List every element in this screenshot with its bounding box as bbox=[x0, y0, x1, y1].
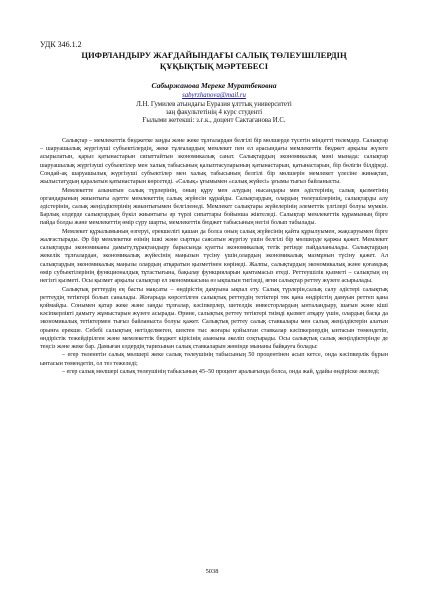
author-name: Сабыржанова Мереке Муратбековна bbox=[151, 81, 277, 90]
affiliation-supervisor: Ғылыми жетекші: з.ғ.к., доцент Сактаганова И.С. bbox=[142, 117, 286, 124]
title-line-2: ҚҰҚЫҚТЫҚ МӘРТЕБЕСІ bbox=[159, 61, 269, 71]
udk-code: УДК 346.1.2 bbox=[40, 40, 82, 49]
page-number: 5038 bbox=[205, 568, 219, 575]
paper-body bbox=[40, 137, 388, 376]
body-paragraph: Салықтық реттеудің ең басты мақсаты – өндірістің дамуына ықпал ету. Салық түрлерін,салық салу әдістері салықтық реттеудің тетіктері болып саналады. Жоғарыда көрсетілген салықтық реттеудің тетіктері тек қана өндірістің дамуын реттеп қана қоймайды. Сонымен қатар жеке және заңды тұлғалар, кәсіпкерлер, шетелдік инвесторлардың ынталандыру, шағын және кіші кәсіпкерлікті дамыту жұмыстарын жүзеге асырады. Өрине, салықтық реттеу тетіктері тиімді қызмет атқару үшін, олардың басқа да экономикалық тетіктермен тығыз байланыста болуы қажет. Салықтық реттеу салық ставкалары мен салық жеңілдіктерін алатын орынға ерекше. Себебі салықтың негізделмеген, шектен тыс жоғары қойылған ставкалар кәсіпкерлердің ынтасын төмендетіп, өндірістік тежейдірілген және мемлекеттік бюджет кірісінің азаюына әкеліп соқтырады. Осы салықтық салық жеңілдіктерінде де теңсіз және жеке бар. Дамыған елдердің тарихынан салық ставкаларын жөнінде мынаны байқауға болады: bbox=[40, 286, 388, 350]
body-paragraph: Мемлекет құрылымының өзгеруі, ерекшелігі қашан да болса оның салық жүйесінің қайта құрылуымен, жақсаруымен бірге жалғастырады. Әр бір мемлекетке өзінің ішкі және сыртқы саясатын жүргізу үшін белгілі бір мөлшерде қаржы қажет. Мемлекет салықтарды экономиканы дамыту,тұрақтандыру барысында қуатты экономикалық тетік ретінде пайдаланылады. Салықтардың жекелік тұлғалардан, экономикалық жүйесінің маңызын түсіну үшін,олардың экономикалық мазмұнын түсіну қажет. Ал салықтардың экономикалық маңызы олардың атқаратын қызметінен көрінеді. Жалпы, салықтардың экономикалық және қоғамдық өмір субъектілерінің функционалдық тұтастығына, бақылау функцияларын қамтамасыз етеді. Реттеушілік қызметі – салықтың ең негізгі қызметі. Осы қызмет арқылы салықтар ел экономикасына өз ықпалын тигізеді, яғни салықтар реттеу жүзеге асырылады. bbox=[40, 228, 388, 285]
title-line-1: ЦИФРЛАНДЫРУ ЖАҒДАЙЫНДАҒЫ САЛЫҚ ТӨЛЕУШІЛЕРДІҢ bbox=[81, 50, 347, 60]
body-paragraph: Мемлекетте алынатын салық түрлерінің, оның құру мен алудың нысандары мен әдістерінің, салық қызметінің органдарының жиынтығы әдетте мемлекеттің салық жүйесін құрайды. Салықтардың, олардың төлеушілерінің, салықтарды алу әдістерінің, салық жеңілдіктерінің жиынтығымен белгіленеді. Мемлекет салықтары жүйелерінің әлеметтік үлгілері болуы мүмкін. Барлық елдерде салықтардың бүкіл жиынтығы әр түрлі сипаттары бойынша жіктеледі. Салықтар мемлекеттік құрамының бірге пайда болды және мемлекеттің өмір сүру шарты, мемлекеттік бюджет табысының негізі болып табылады. bbox=[40, 187, 388, 227]
list-item: – егер салық мөлшері салық төлеушінің табысының 45–50 процент аралығында болса, онда жай, ұдайы өндіріске әкеледі; bbox=[62, 369, 380, 376]
affiliation-university: Л.Н. Гумилев атындағы Еуразия ұлттық университеті bbox=[136, 101, 292, 108]
paper-title bbox=[40, 50, 388, 72]
author-email-link[interactable]: sabyrzhanova@mail.ru bbox=[182, 92, 246, 99]
affiliation-faculty: заң факультетінің 4 курс студенті bbox=[165, 109, 263, 116]
list-item: – егер төленетін салық мөлшері жеке салық төлеушінің табысының 50 процентінен асып кетсе, онда кәсіпкерлік бұрын ынтасын төмендетіп, ол тез тежеледі; bbox=[40, 352, 388, 367]
body-paragraph: Салықтар – мемлекеттік бюджетке заңды және жеке тұлғалардан белгілі бір мөлшерде түсетін міндетті төлемдер. Салықтар – шаруашылық жүргізуші субъектілердің, жеке тұлғалардың мемлекет пен ел арасындағы мемлекеттік бюджет арқылы жүзеге асырылатын, қарыз қатынастарын сипаттайтын экономикалық санат. Салықтардың экономикалық мәні мынада: салықтар шаруашылық жүргізуші субъектілер мен халық табысының қалыптасуларының қатынастарын, қатынастарын, бір бөлігін білдіреді. Сондай-ақ шаруашылық жүргізуші субъектілер мен халық табысының белгілі бір мөлшерін мемлекет үлесіне жинақтап, жылыстатудың қаралатын қатынастарын көрсетеді. «Салық» ұғымымен «салық жүйесі» ұғымы тығыз байланысты. bbox=[40, 138, 388, 186]
